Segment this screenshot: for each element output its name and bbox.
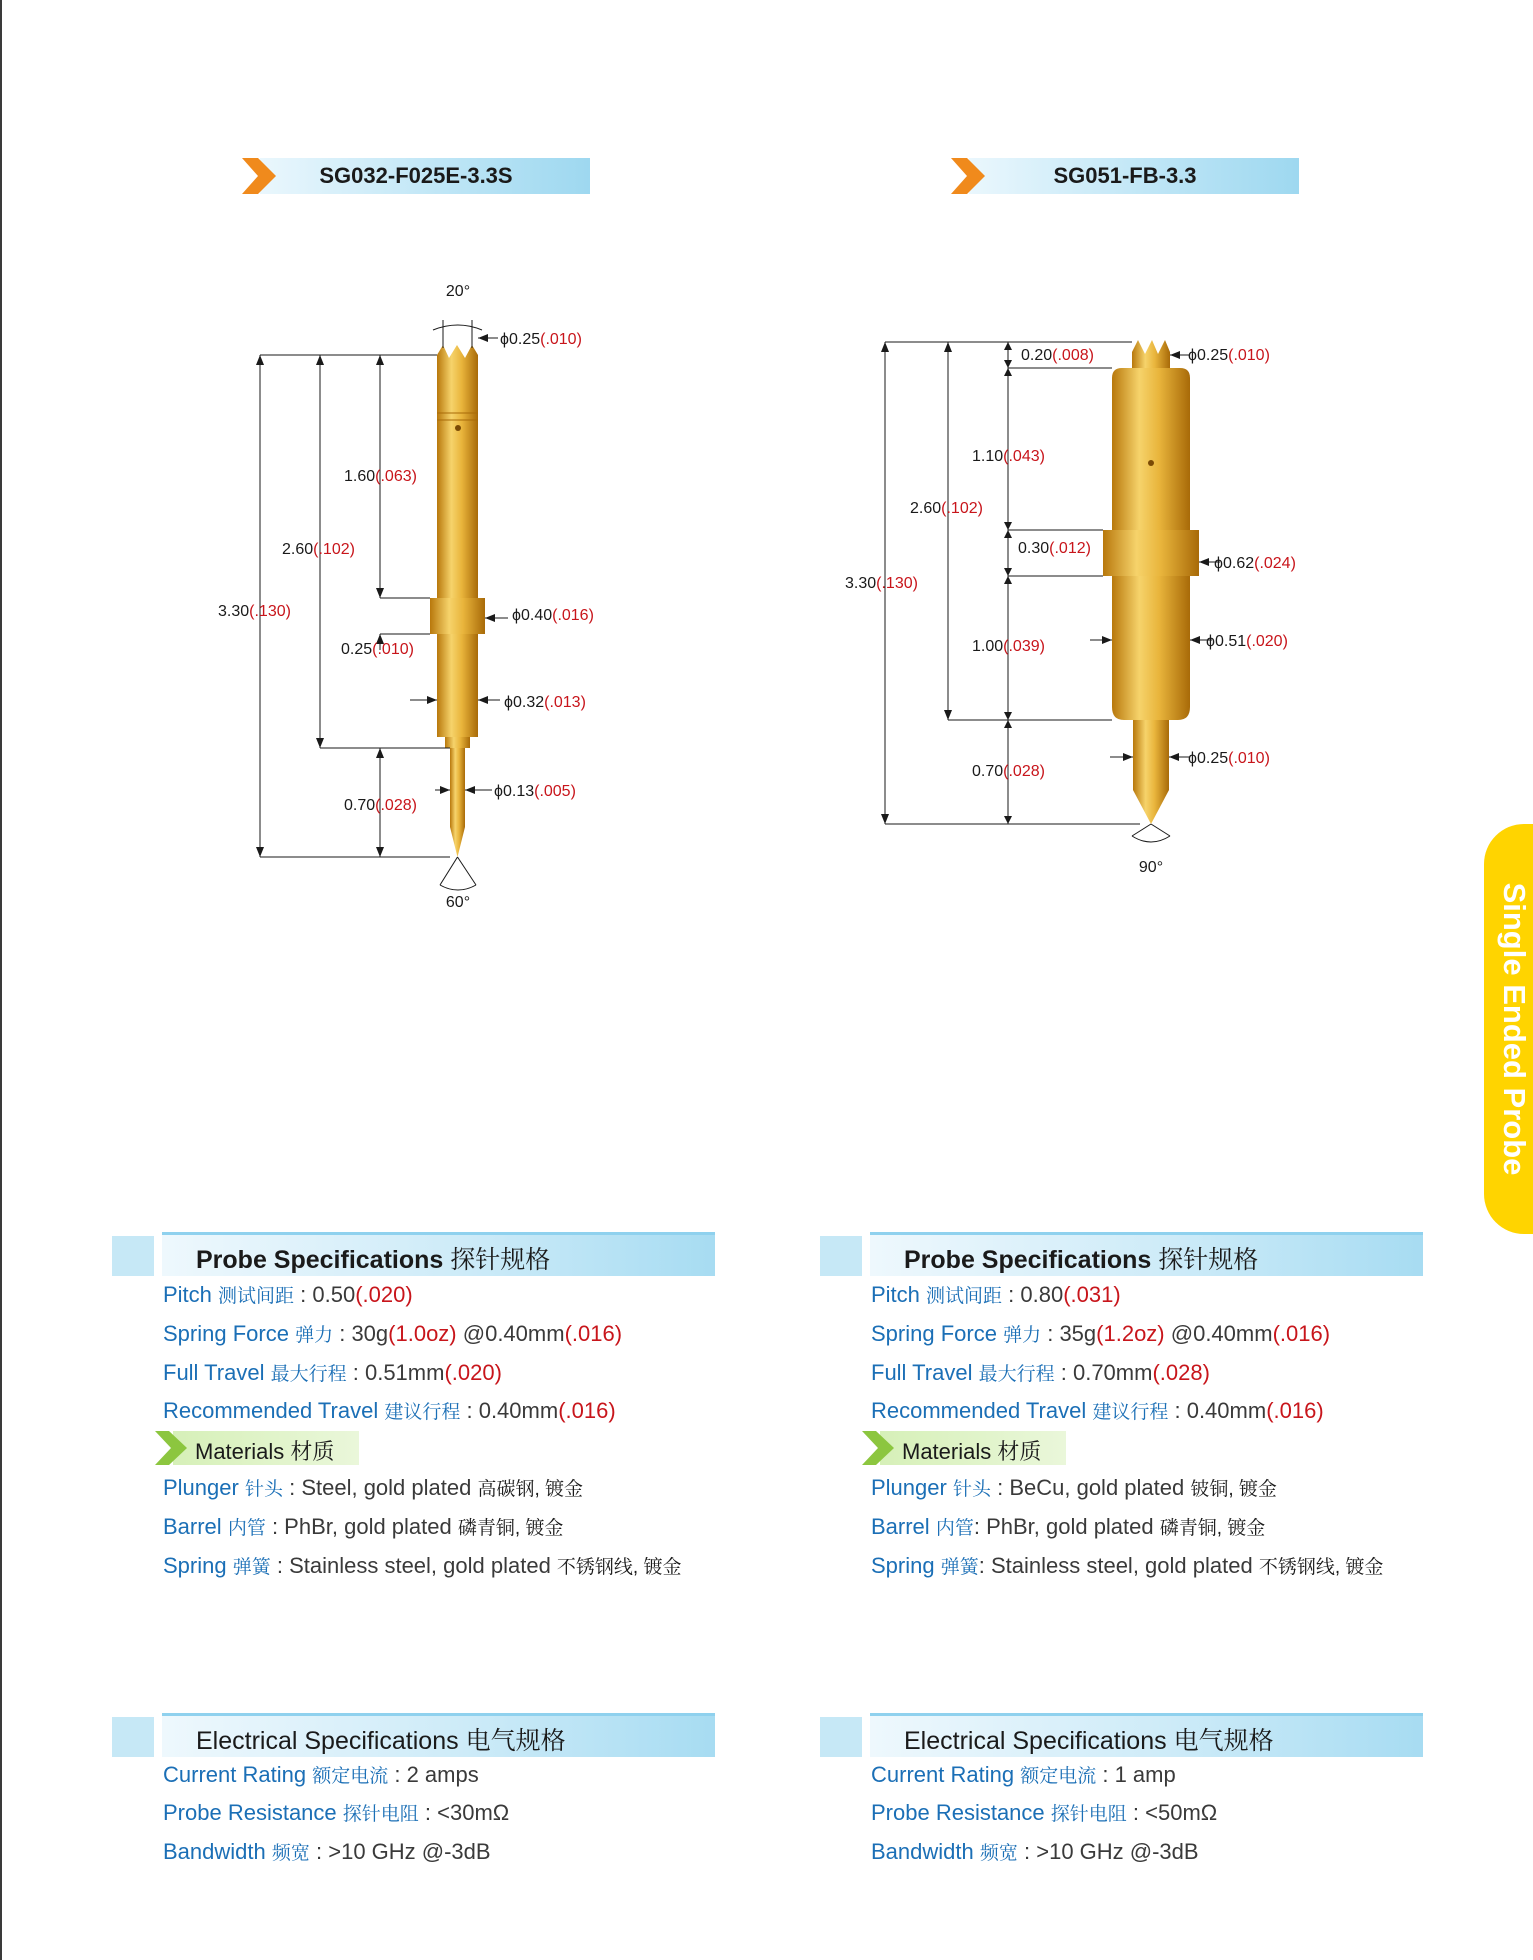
section-title: Electrical Specifications	[904, 1727, 1167, 1755]
elec-row-resistance: Probe Resistance 探针电阻 : <30mΩ	[163, 1800, 510, 1825]
dim-label: 0.20(.008)	[1021, 347, 1094, 364]
section-title: Probe Specifications	[196, 1246, 444, 1274]
section-title-cn: 电气规格	[465, 1727, 566, 1755]
electrical-specs-header	[112, 1713, 715, 1757]
section-title-cn: 电气规格	[1173, 1727, 1274, 1755]
spec-row-recommended-travel: Recommended Travel 建议行程 : 0.40mm(.016)	[163, 1398, 616, 1423]
dim-label: 1.10(.043)	[972, 448, 1045, 465]
diameter-label: ϕ0.51(.020)	[1206, 633, 1288, 650]
spec-row-pitch: Pitch 测试间距 : 0.50(.020)	[163, 1282, 413, 1307]
dim-label: 0.70(.028)	[972, 763, 1045, 780]
material-row-barrel: Barrel 内管: PhBr, gold plated 磷青铜, 镀金	[871, 1514, 1266, 1539]
spec-row-spring-force: Spring Force 弹力 : 35g(1.2oz) @0.40mm(.016)	[871, 1321, 1331, 1346]
angle-top-label: 20°	[445, 283, 471, 300]
dim-label: 0.30(.012)	[1018, 540, 1091, 557]
materials-header: Materials 材质	[155, 1431, 359, 1465]
diameter-label: ϕ0.32(.013)	[504, 694, 586, 711]
spec-row-recommended-travel: Recommended Travel 建议行程 : 0.40mm(.016)	[871, 1398, 1324, 1423]
materials-header: Materials 材质	[862, 1431, 1066, 1465]
material-row-plunger: Plunger 针头 : Steel, gold plated 高碳钢, 镀金	[163, 1475, 584, 1500]
elec-row-resistance: Probe Resistance 探针电阻 : <50mΩ	[871, 1800, 1218, 1825]
dim-label: 3.30(.130)	[218, 603, 291, 620]
spec-row-full-travel: Full Travel 最大行程 : 0.51mm(.020)	[163, 1360, 502, 1385]
probe-drawing-left	[200, 270, 640, 920]
dim-label: 2.60(.102)	[282, 541, 355, 558]
material-row-barrel: Barrel 内管 : PhBr, gold plated 磷青铜, 镀金	[163, 1514, 564, 1539]
section-title-cn: 探针规格	[450, 1246, 551, 1274]
spec-row-spring-force: Spring Force 弹力 : 30g(1.0oz) @0.40mm(.016)	[163, 1321, 623, 1346]
spec-row-pitch: Pitch 测试间距 : 0.80(.031)	[871, 1282, 1121, 1307]
probe-specs-header	[820, 1232, 1423, 1276]
dim-label: 0.70(.028)	[344, 797, 417, 814]
model-name: SG032-F025E-3.3S	[319, 163, 513, 188]
material-row-plunger: Plunger 针头 : BeCu, gold plated 铍铜, 镀金	[871, 1475, 1277, 1500]
probe-drawing-right	[840, 330, 1340, 890]
elec-row-current: Current Rating 额定电流 : 1 amp	[871, 1762, 1176, 1787]
elec-row-bandwidth: Bandwidth 频宽 : >10 GHz @-3dB	[871, 1839, 1199, 1864]
green-arrow-icon	[155, 1431, 189, 1465]
model-name: SG051-FB-3.3	[1053, 163, 1197, 188]
material-row-spring: Spring 弹簧 : Stainless steel, gold plated 不锈钢线, 镀金	[163, 1553, 682, 1578]
diameter-label: ϕ0.25(.010)	[1188, 750, 1270, 767]
material-row-spring: Spring 弹簧: Stainless steel, gold plated 不锈钢线, 镀金	[871, 1553, 1384, 1578]
diameter-label: ϕ0.25(.010)	[1188, 347, 1270, 364]
page-edge-line	[0, 0, 2, 1960]
probe-specs-header	[112, 1232, 715, 1276]
elec-row-current: Current Rating 额定电流 : 2 amps	[163, 1762, 479, 1787]
section-title-cn: 探针规格	[1158, 1246, 1259, 1274]
probe-body	[1103, 340, 1199, 824]
diameter-label: ϕ0.62(.024)	[1214, 555, 1296, 572]
spec-row-full-travel: Full Travel 最大行程 : 0.70mm(.028)	[871, 1360, 1210, 1385]
diameter-label: ϕ0.40(.016)	[512, 607, 594, 624]
angle-bottom-label: 60°	[445, 894, 471, 911]
section-title: Electrical Specifications	[196, 1727, 459, 1755]
model-title-right	[951, 158, 1299, 194]
angle-bottom-label: 90°	[1138, 859, 1164, 876]
section-title: Probe Specifications	[904, 1246, 1152, 1274]
dim-label: 2.60(.102)	[910, 500, 983, 517]
dim-label: 1.60(.063)	[344, 468, 417, 485]
dim-label: 0.25(.010)	[341, 641, 414, 658]
model-title-left	[242, 158, 590, 194]
side-tab-label: Single Ended Probe	[1497, 882, 1532, 1176]
electrical-specs-header	[820, 1713, 1423, 1757]
probe-body	[430, 345, 485, 857]
dim-label: 3.30(.130)	[845, 575, 918, 592]
diameter-label: ϕ0.13(.005)	[494, 783, 576, 800]
green-arrow-icon	[862, 1431, 896, 1465]
dim-label: 1.00(.039)	[972, 638, 1045, 655]
elec-row-bandwidth: Bandwidth 频宽 : >10 GHz @-3dB	[163, 1839, 491, 1864]
diameter-label: ϕ0.25(.010)	[500, 331, 582, 348]
side-tab	[1484, 824, 1533, 1234]
